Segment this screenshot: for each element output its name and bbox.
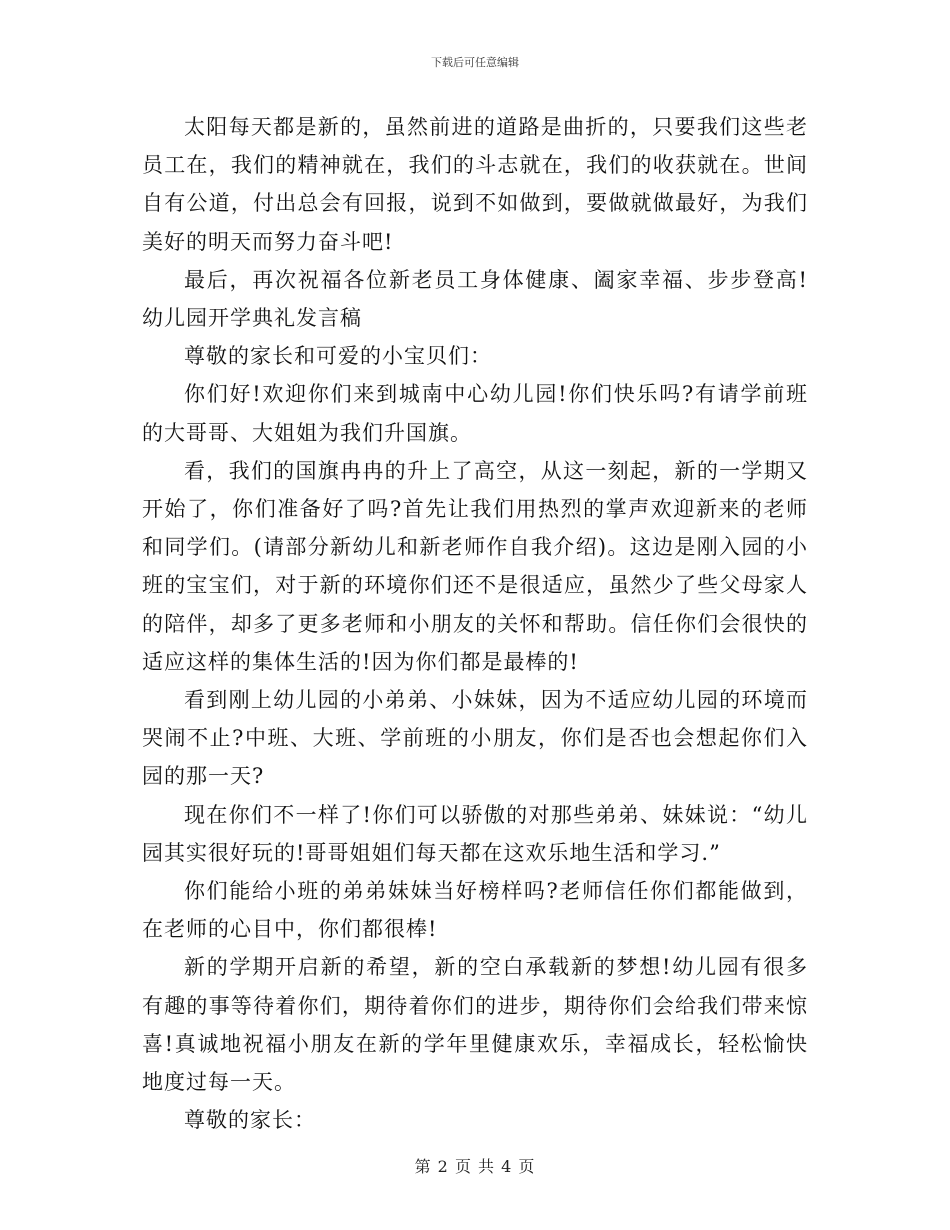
page-number: 第 2 页 共 4 页 [414,1157,536,1176]
document-body [142,108,808,1139]
paragraph: 尊敬的家长和可爱的小宝贝们： [184,344,492,369]
paragraph: 尊敬的家长： [184,1108,316,1133]
page-header: 下载后可任意编辑 [431,56,519,69]
paragraph: 看，我们的国旗冉冉的升上了高空，从这一刻起，新的一学期又开始了，你们准备好了吗?首先让我们用热烈的掌声欢迎新来的老师和同学们。(请部分新幼儿和新老师作自我介绍)。这边是刚入园的小班的宝宝们，对于新的环境你们还不是很适应，虽然少了些父母家人的陪伴，却多了更多老师和小朋友的关怀和帮助。信任你们会很快的适应这样的集体生活的!因为你们都是最棒的! [142,458,808,674]
paragraph: 最后，再次祝福各位新老员工身体健康、阖家幸福、步步登高!幼儿园开学典礼发言稿 [142,267,808,331]
paragraph: 太阳每天都是新的，虽然前进的道路是曲折的，只要我们这些老员工在，我们的精神就在，我们的斗志就在，我们的收获就在。世间自有公道，付出总会有回报，说到不如做到，要做就做最好，为我们美好的明天而努力奋斗吧! [142,115,808,254]
paragraph: 你们好!欢迎你们来到城南中心幼儿园!你们快乐吗?有请学前班的大哥哥、大姐姐为我们升国旗。 [142,382,808,445]
paragraph: 新的学期开启新的希望，新的空白承载新的梦想!幼儿园有很多有趣的事等待着你们，期待着你们的进步，期待你们会给我们带来惊喜!真诚地祝福小朋友在新的学年里健康欢乐，幸福成长，轻松愉快地度过每一天。 [142,955,808,1095]
paragraph: 看到刚上幼儿园的小弟弟、小妹妹，因为不适应幼儿园的环境而哭闹不止?中班、大班、学前班的小朋友，你们是否也会想起你们入园的那一天? [142,688,808,789]
paragraph: 你们能给小班的弟弟妹妹当好榜样吗?老师信任你们都能做到，在老师的心目中，你们都很棒! [142,879,808,942]
paragraph: 现在你们不一样了!你们可以骄傲的对那些弟弟、妹妹说：“幼儿园其实很好玩的!哥哥姐姐们每天都在这欢乐地生活和学习.” [142,802,808,865]
